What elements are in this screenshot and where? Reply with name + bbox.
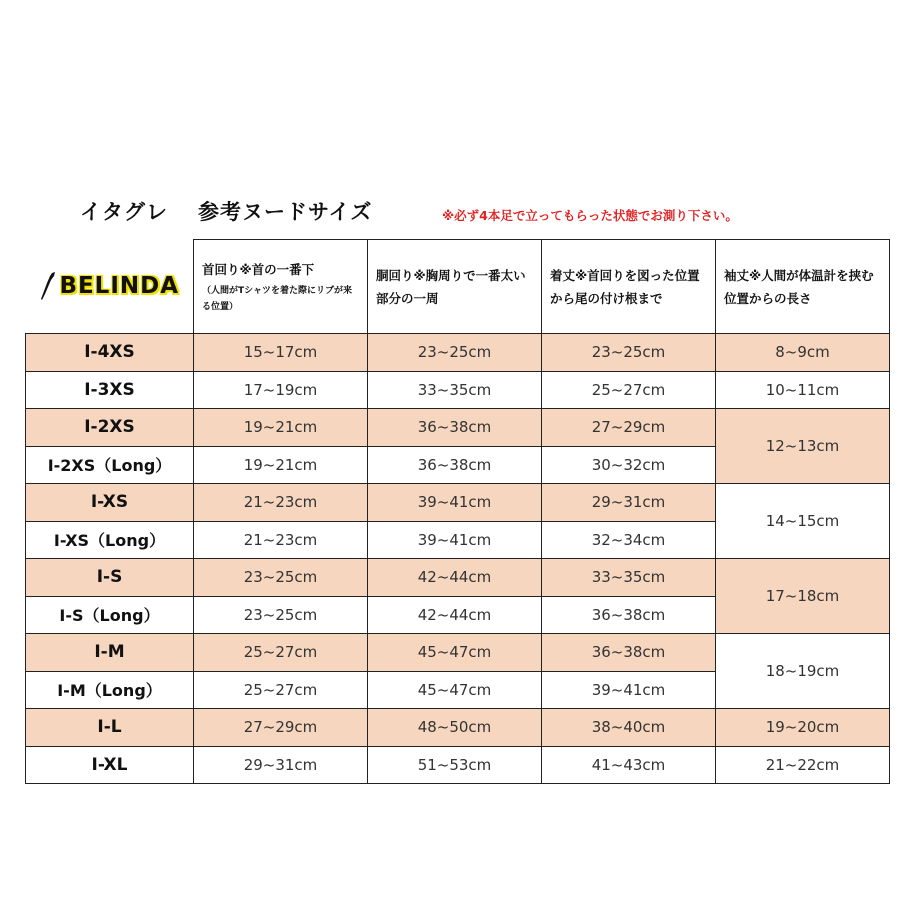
table-row [26,746,890,784]
length-cell: 27~29cm [542,409,716,447]
length-cell: 30~32cm [542,446,716,484]
size-cell: I-M（Long） [26,671,194,709]
sleeve-cell: 12~13cm [716,409,890,484]
sleeve-cell: 8~9cm [716,334,890,372]
sleeve-cell: 10~11cm [716,371,890,409]
logo-cell [26,240,194,334]
size-cell: I-L [26,709,194,747]
header-chest-label: 胴回り※胸周りで一番太い部分の一周 [376,267,526,306]
header-neck [194,240,368,334]
table-row [26,484,890,522]
neck-cell: 17~19cm [194,371,368,409]
sleeve-cell: 17~18cm [716,559,890,634]
size-cell: I-2XS（Long） [26,446,194,484]
neck-cell: 19~21cm [194,409,368,447]
header-sleeve [716,240,890,334]
length-cell: 33~35cm [542,559,716,597]
sleeve-cell: 18~19cm [716,634,890,709]
length-cell: 39~41cm [542,671,716,709]
chest-cell: 36~38cm [368,409,542,447]
chest-cell: 23~25cm [368,334,542,372]
brand-logo [26,240,194,333]
neck-cell: 27~29cm [194,709,368,747]
header-neck-label: 首回り※首の一番下 [202,262,315,277]
neck-cell: 23~25cm [194,596,368,634]
page-title [80,196,372,226]
table-row [26,371,890,409]
header-chest [368,240,542,334]
length-cell: 38~40cm [542,709,716,747]
dog-silhouette-icon [39,271,57,301]
measurement-note: ※必ず4本足で立ってもらった状態でお測り下さい。 [442,208,738,223]
size-cell: I-M [26,634,194,672]
length-cell: 25~27cm [542,371,716,409]
logo-text: BELINDA [59,273,180,300]
neck-cell: 23~25cm [194,559,368,597]
sleeve-cell: 19~20cm [716,709,890,747]
length-cell: 29~31cm [542,484,716,522]
size-cell: I-S [26,559,194,597]
neck-cell: 29~31cm [194,746,368,784]
neck-cell: 25~27cm [194,671,368,709]
table-row [26,334,890,372]
chest-cell: 48~50cm [368,709,542,747]
chest-cell: 45~47cm [368,671,542,709]
size-cell: I-S（Long） [26,596,194,634]
table-row [26,634,890,672]
chest-cell: 33~35cm [368,371,542,409]
size-table [25,239,890,784]
size-cell: I-XS [26,484,194,522]
sleeve-cell: 14~15cm [716,484,890,559]
header-neck-sub: （人間がTシャツを着た際にリブが来る位置） [202,286,352,312]
title-breed: イタグレ [80,200,168,224]
header-length [542,240,716,334]
neck-cell: 25~27cm [194,634,368,672]
chest-cell: 39~41cm [368,521,542,559]
size-cell: I-3XS [26,371,194,409]
neck-cell: 19~21cm [194,446,368,484]
neck-cell: 21~23cm [194,521,368,559]
length-cell: 32~34cm [542,521,716,559]
size-cell: I-XL [26,746,194,784]
length-cell: 41~43cm [542,746,716,784]
length-cell: 23~25cm [542,334,716,372]
table-row [26,409,890,447]
chest-cell: 42~44cm [368,596,542,634]
table-row [26,559,890,597]
neck-cell: 15~17cm [194,334,368,372]
header-row [26,240,890,334]
table-row [26,709,890,747]
size-cell: I-4XS [26,334,194,372]
chest-cell: 45~47cm [368,634,542,672]
neck-cell: 21~23cm [194,484,368,522]
chest-cell: 39~41cm [368,484,542,522]
sleeve-cell: 21~22cm [716,746,890,784]
title-subject: 参考ヌードサイズ [198,200,373,224]
chest-cell: 51~53cm [368,746,542,784]
length-cell: 36~38cm [542,596,716,634]
size-cell: I-2XS [26,409,194,447]
length-cell: 36~38cm [542,634,716,672]
header-length-label: 着丈※首回りを図った位置から尾の付け根まで [550,267,700,306]
header-sleeve-label: 袖丈※人間が体温計を挟む位置からの長さ [724,267,874,306]
size-cell: I-XS（Long） [26,521,194,559]
chest-cell: 42~44cm [368,559,542,597]
chest-cell: 36~38cm [368,446,542,484]
